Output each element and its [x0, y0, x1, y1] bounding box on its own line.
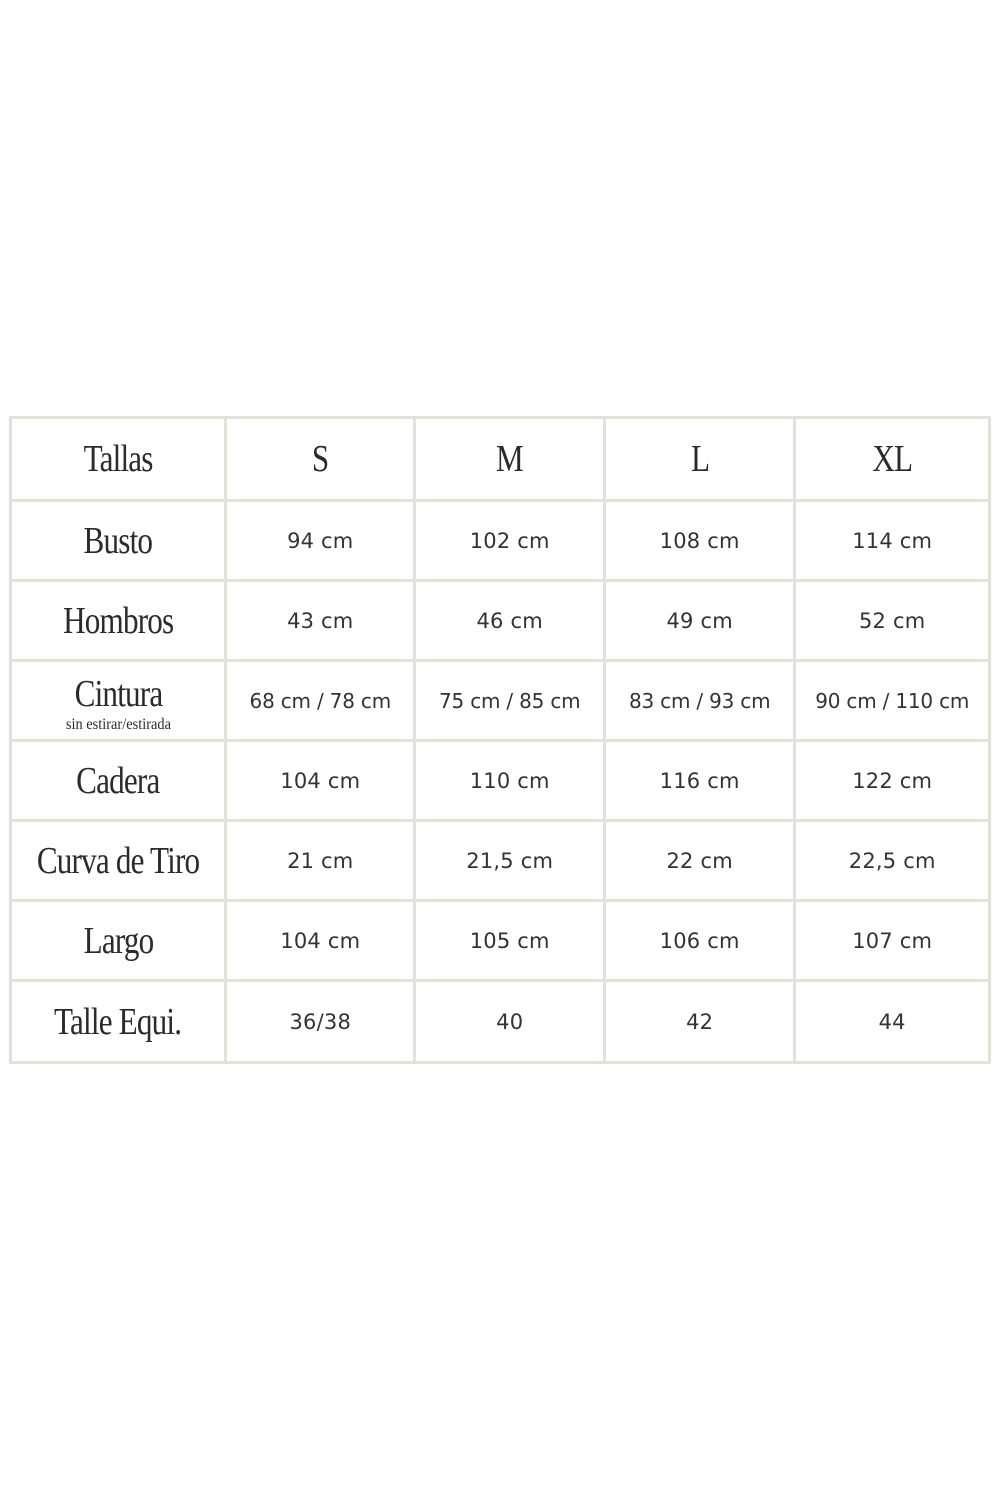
- measurement-value: 108 cm: [659, 528, 740, 553]
- value-cell: [604, 581, 794, 661]
- header-row: [11, 418, 990, 501]
- measurement-value: 104 cm: [280, 928, 361, 953]
- value-cell: [795, 981, 990, 1063]
- value-cell: [415, 581, 604, 661]
- measurement-value: 22 cm: [666, 848, 733, 873]
- value-cell: [415, 741, 604, 821]
- header-label-cell: [11, 418, 226, 501]
- measurement-value: 40: [496, 1009, 524, 1034]
- header-size-cell: [795, 418, 990, 501]
- measurement-value: 21,5 cm: [466, 848, 554, 873]
- table-row-cintura: [11, 661, 990, 741]
- value-cell: [604, 741, 794, 821]
- measurement-value: 94 cm: [287, 528, 354, 553]
- value-cell: [795, 581, 990, 661]
- table-row-busto: [11, 501, 990, 581]
- table-row-largo: [11, 901, 990, 981]
- row-label: Hombros: [62, 599, 174, 642]
- header-label: Tallas: [83, 438, 153, 480]
- table-row-hombros: [11, 581, 990, 661]
- value-cell: [795, 661, 990, 741]
- value-cell: [795, 901, 990, 981]
- row-label-cell: [11, 581, 226, 661]
- measurement-value: 21 cm: [287, 848, 354, 873]
- measurement-value: 42: [686, 1009, 714, 1034]
- row-label: Busto: [83, 519, 153, 562]
- value-cell: [604, 821, 794, 901]
- row-label: Talle Equi.: [54, 1000, 182, 1043]
- table-row-cadera: [11, 741, 990, 821]
- header-size-cell: [604, 418, 794, 501]
- value-cell: [226, 661, 415, 741]
- measurement-value: 102 cm: [469, 528, 550, 553]
- value-cell: [604, 501, 794, 581]
- row-label-cell: [11, 821, 226, 901]
- value-cell: [226, 901, 415, 981]
- value-cell: [604, 661, 794, 741]
- value-cell: [415, 981, 604, 1063]
- header-size-cell: [415, 418, 604, 501]
- size-l: L: [690, 438, 709, 480]
- header-size-cell: [226, 418, 415, 501]
- measurement-value: 43 cm: [287, 608, 354, 633]
- value-cell: [226, 581, 415, 661]
- measurement-value: 75 cm / 85 cm: [438, 688, 581, 713]
- measurement-value: 46 cm: [476, 608, 543, 633]
- value-cell: [226, 501, 415, 581]
- value-cell: [415, 901, 604, 981]
- measurement-value: 106 cm: [659, 928, 740, 953]
- value-cell: [795, 741, 990, 821]
- size-xl: XL: [872, 438, 913, 480]
- value-cell: [415, 501, 604, 581]
- row-label: Largo: [83, 919, 153, 962]
- table-row-talle-equi: [11, 981, 990, 1063]
- size-m: M: [496, 438, 524, 480]
- measurement-value: 110 cm: [469, 768, 550, 793]
- measurement-value: 68 cm / 78 cm: [249, 688, 391, 713]
- measurement-value: 44: [878, 1009, 906, 1034]
- measurement-value: 22,5 cm: [848, 848, 936, 873]
- value-cell: [226, 821, 415, 901]
- size-chart-table: [9, 416, 991, 1064]
- row-label-cell: [11, 661, 226, 741]
- value-cell: [226, 741, 415, 821]
- row-label-cell: [11, 901, 226, 981]
- size-s: S: [312, 438, 329, 480]
- value-cell: [415, 821, 604, 901]
- value-cell: [226, 981, 415, 1063]
- measurement-value: 114 cm: [852, 528, 933, 553]
- row-label: Cintura: [74, 672, 162, 715]
- value-cell: [795, 501, 990, 581]
- measurement-value: 52 cm: [858, 608, 926, 633]
- measurement-value: 105 cm: [469, 928, 550, 953]
- row-label: Cadera: [76, 759, 160, 802]
- row-label: Curva de Tiro: [36, 839, 200, 882]
- value-cell: [795, 821, 990, 901]
- measurement-value: 90 cm / 110 cm: [815, 688, 970, 713]
- measurement-value: 49 cm: [666, 608, 733, 633]
- measurement-value: 116 cm: [659, 768, 740, 793]
- row-label-cell: [11, 981, 226, 1063]
- measurement-value: 122 cm: [852, 768, 933, 793]
- measurement-value: 107 cm: [852, 928, 933, 953]
- row-label-cell: [11, 741, 226, 821]
- row-label-cell: [11, 501, 226, 581]
- measurement-value: 36/38: [289, 1009, 352, 1034]
- table-row-curva-de-tiro: [11, 821, 990, 901]
- value-cell: [604, 981, 794, 1063]
- measurement-value: 83 cm / 93 cm: [628, 688, 771, 713]
- measurement-value: 104 cm: [280, 768, 361, 793]
- row-label-group: [60, 668, 177, 732]
- value-cell: [604, 901, 794, 981]
- row-sublabel: sin estirar/estirada: [65, 715, 171, 733]
- value-cell: [415, 661, 604, 741]
